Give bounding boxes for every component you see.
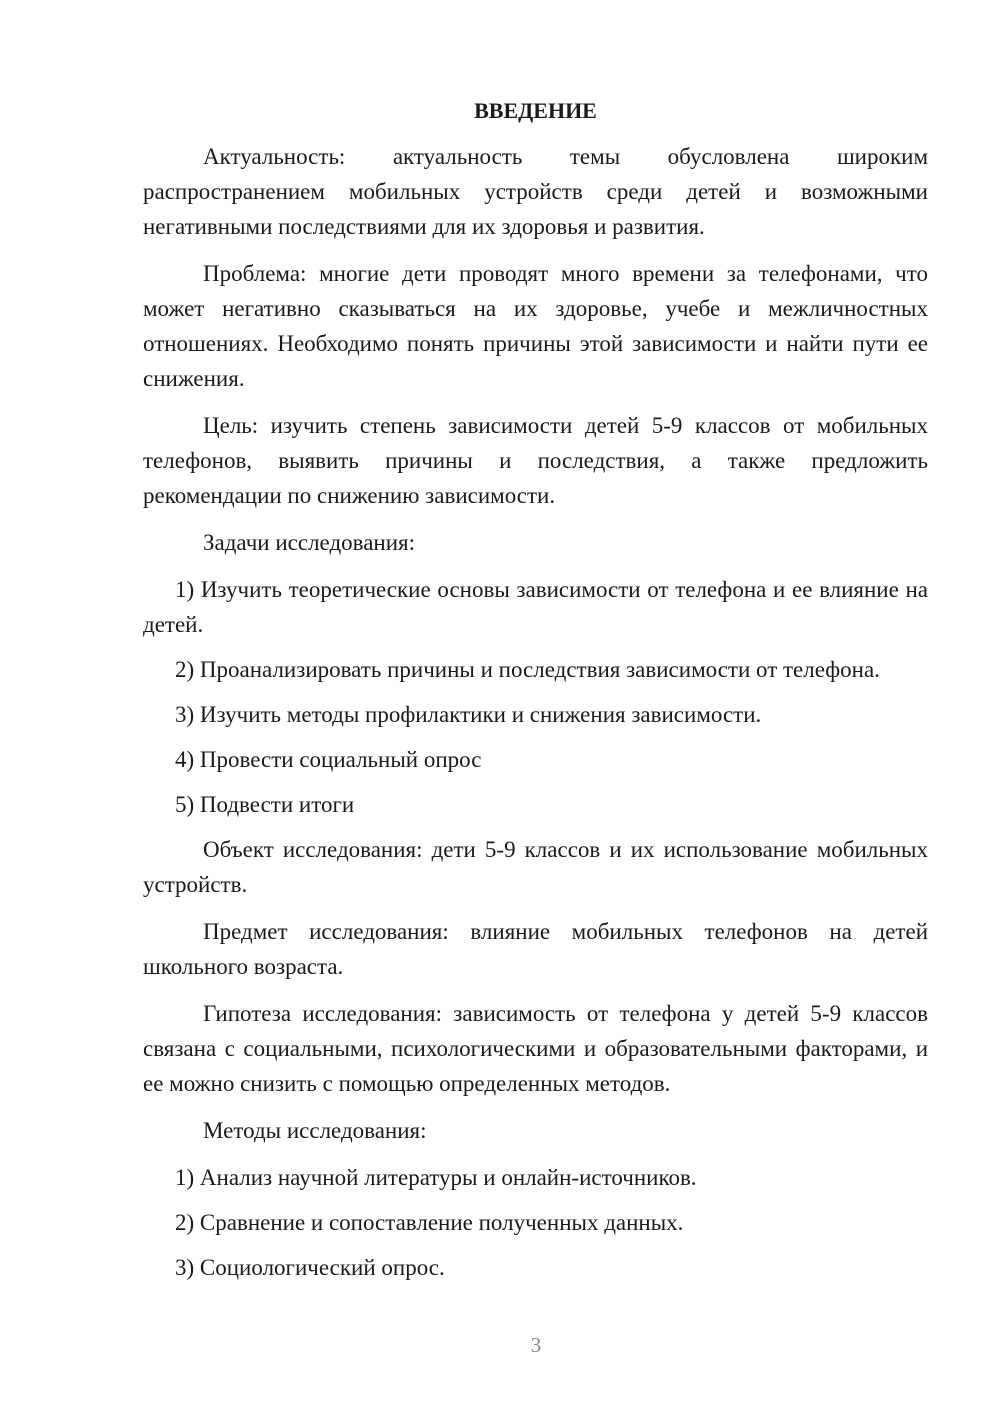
paragraph-problem: Проблема: многие дети проводят много времени за телефонами, что может негативно сказываться на их здоровье, учебе и межличностных отношениях. Необходимо понять причины этой зависимости и найти пути ее снижения.	[143, 261, 928, 391]
task-item-5: 5) Подвести итоги	[175, 792, 355, 817]
paragraph-subject: Предмет исследования: влияние мобильных телефонов на детей школьного возраста.	[143, 919, 928, 979]
paragraph-relevance: Актуальность: актуальность темы обусловлена широким распространением мобильных устройств среди детей и возможными негативными последствиями для их здоровья и развития.	[143, 144, 928, 239]
task-item-3: 3) Изучить методы профилактики и снижения зависимости.	[175, 702, 762, 727]
task-item-1: 1) Изучить теоретические основы зависимости от телефона и ее влияние на детей.	[143, 577, 928, 637]
tasks-heading: Задачи исследования:	[203, 530, 416, 555]
task-item-2: 2) Проанализировать причины и последствия зависимости от телефона.	[175, 657, 880, 682]
task-item-4: 4) Провести социальный опрос	[175, 747, 482, 772]
method-item-2: 2) Сравнение и сопоставление полученных данных.	[175, 1210, 684, 1235]
page-number: 3	[530, 1333, 542, 1357]
page-content	[143, 96, 928, 1295]
paragraph-hypothesis: Гипотеза исследования: зависимость от телефона у детей 5-9 классов связана с социальными, психологическими и образовательными факторами, и ее можно снизить с помощью определенных методов.	[143, 1001, 928, 1096]
section-title: ВВЕДЕНИЕ	[474, 98, 597, 123]
method-item-3: 3) Социологический опрос.	[175, 1255, 445, 1280]
paragraph-goal: Цель: изучить степень зависимости детей 5-9 классов от мобильных телефонов, выявить причины и последствия, а также предложить рекомендации по снижению зависимости.	[143, 413, 928, 508]
method-item-1: 1) Анализ научной литературы и онлайн-источников.	[175, 1165, 697, 1190]
methods-heading: Методы исследования:	[203, 1118, 427, 1143]
paragraph-object: Объект исследования: дети 5-9 классов и их использование мобильных устройств.	[143, 837, 928, 897]
